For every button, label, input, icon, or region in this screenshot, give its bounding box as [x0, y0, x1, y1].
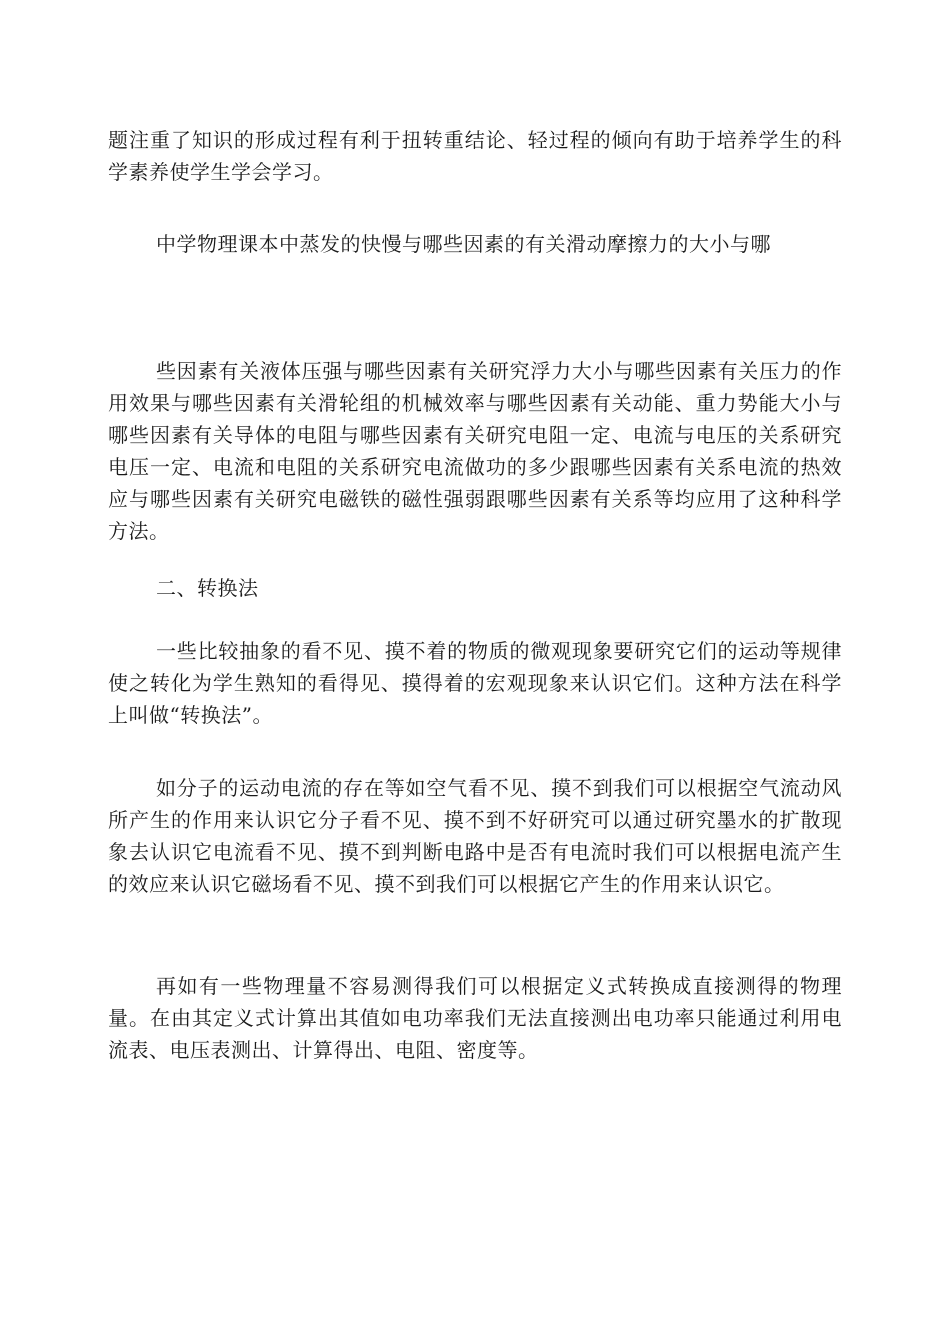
paragraph-intro-continuation: 题注重了知识的形成过程有利于扭转重结论、轻过程的倾向有助于培养学生的科学素养使学生学会学习。: [108, 128, 842, 184]
paragraph-examples-start: 中学物理课本中蒸发的快慢与哪些因素的有关滑动摩擦力的大小与哪: [156, 232, 771, 256]
paragraph-conversion-examples: 如分子的运动电流的存在等如空气看不见、摸不到我们可以根据空气流动风所产生的作用来认识它分子看不见、摸不到不好研究可以通过研究墨水的扩散现象去认识它电流看不见、摸不到判断电路中是否有电流时我们可以根据电流产生的效应来认识它磁场看不见、摸不到我们可以根据它产生的作用来认识它。: [108, 776, 842, 896]
paragraph-examples-continued: 些因素有关液体压强与哪些因素有关研究浮力大小与哪些因素有关压力的作用效果与哪些因素有关滑轮组的机械效率与哪些因素有关动能、重力势能大小与哪些因素有关导体的电阻与哪些因素有关研究电阻一定、电流与电压的关系研究电压一定、电流和电阻的关系研究电流做功的多少跟哪些因素有关系电流的热效应与哪些因素有关研究电磁铁的磁性强弱跟哪些因素有关系等均应用了这种科学方法。: [108, 359, 842, 543]
paragraph-physical-quantities: 再如有一些物理量不容易测得我们可以根据定义式转换成直接测得的物理量。在由其定义式计算出其值如电功率我们无法直接测出电功率只能通过利用电流表、电压表测出、计算得出、电阻、密度等。: [108, 974, 842, 1062]
section-heading-conversion-method: 二、转换法: [156, 576, 259, 600]
paragraph-conversion-definition: 一些比较抽象的看不见、摸不着的物质的微观现象要研究它们的运动等规律使之转化为学生熟知的看得见、摸得着的宏观现象来认识它们。这种方法在科学上叫做“转换法”。: [108, 639, 842, 727]
